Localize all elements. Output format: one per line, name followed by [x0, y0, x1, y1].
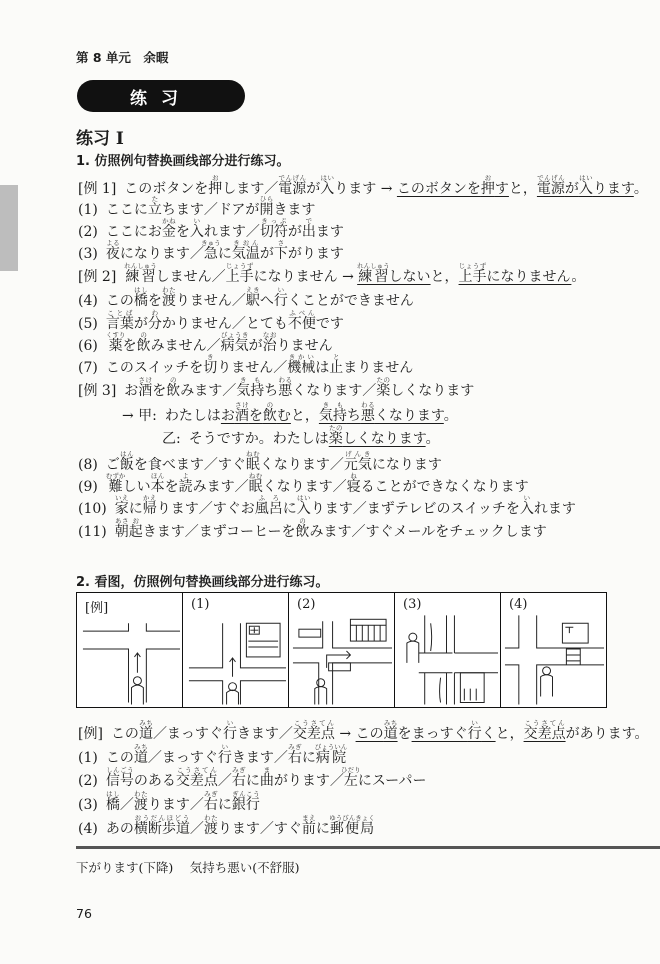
kanji-with-furigana: 立た: [147, 195, 162, 218]
kanji-with-furigana: 右みぎ: [203, 790, 218, 813]
exercise-banner: 练习: [77, 80, 245, 112]
item-label: (1): [78, 750, 98, 766]
exercise-line: [78, 331, 333, 353]
item-label: 乙:: [162, 431, 181, 447]
sentence-text: この道みち／まっすぐ行いきます／交差点こうさてん → この道みちをまっすぐ行いくと，交差点こうさてんがあります。: [110, 719, 649, 742]
sentence-text: 橋はし／渡わたります／右みぎに銀行ぎんこう: [105, 790, 260, 813]
answer-underline: [523, 719, 566, 742]
exercise-line: [78, 450, 442, 472]
kanji-with-furigana: 前まえ: [301, 814, 316, 837]
hospital-illustration: [183, 593, 288, 707]
kanji-with-furigana: 入い: [519, 494, 534, 517]
item-label: → 甲:: [122, 408, 157, 424]
kanji-with-furigana: 飲の: [136, 331, 151, 354]
sentence-text: 薬くすりを飲のみません／病気びょうきが治なおりません: [105, 331, 333, 354]
answer-underline: 楽たのしくなります: [328, 424, 426, 447]
exercise-line: [78, 517, 547, 539]
kanji-with-furigana: 交差点こうさてん: [523, 719, 566, 742]
kanji-with-furigana: 上手じょうず: [225, 262, 254, 285]
vocabulary-footnote: 下がります(下降) 気持ち悪い(不舒服): [76, 860, 300, 875]
item-label: (2): [78, 773, 98, 789]
panel-3: [395, 593, 501, 707]
kanji-with-furigana: 切き: [203, 353, 218, 376]
picture-panels: [76, 592, 607, 708]
kanji-with-furigana: 風呂ふろ: [254, 494, 283, 517]
kanji-with-furigana: 行い: [273, 286, 288, 309]
kanji-with-furigana: 行い: [467, 719, 482, 742]
exercise-line: [78, 262, 585, 284]
item-label: (5): [78, 316, 98, 332]
panel-label: (4): [509, 597, 528, 612]
kanji-with-furigana: 入はい: [296, 494, 311, 517]
crossroad-illustration: [77, 593, 182, 707]
sentence-text: 朝あさ起おきます／まずコーヒーを飲のみます／すぐメールをチェックします: [114, 517, 547, 540]
kanji-with-furigana: 薬くすり: [105, 331, 126, 354]
kanji-with-furigana: 気温きおん: [231, 239, 260, 262]
panel-label: (3): [403, 597, 422, 612]
exercise-line: [78, 790, 260, 812]
kanji-with-furigana: 悪わる: [360, 401, 375, 424]
sentence-text: 言葉ことばが分わかりません／とても不便ふべんです: [105, 309, 344, 332]
kanji-with-furigana: 分わ: [147, 309, 162, 332]
exercise-line: [78, 239, 344, 261]
kanji-with-furigana: 飲の: [295, 517, 310, 540]
sentence-text: 信号しんごうのある交差点こうさてん／右みぎに曲まがります／左ひだりにスーパー: [105, 766, 427, 789]
answer-underline: 練習れんしゅうしない: [357, 262, 431, 285]
item-label: (1): [78, 202, 98, 218]
exercise-line: [78, 353, 413, 375]
exercise-line: [78, 743, 347, 765]
kanji-with-furigana: 駅えき: [245, 286, 260, 309]
exercise-line: [78, 195, 315, 217]
item-label: (6): [78, 338, 98, 354]
kanji-with-furigana: 読よ: [178, 472, 193, 495]
sentence-text: この橋はしを渡わたりません／駅えきへ行いくことができません: [105, 286, 414, 309]
panel-label: (1): [191, 597, 210, 612]
kanji-with-furigana: 気持きも: [236, 376, 265, 399]
kanji-with-furigana: 機械きかい: [287, 353, 316, 376]
kanji-with-furigana: 押お: [480, 174, 495, 197]
kanji-with-furigana: 開ひら: [259, 195, 274, 218]
footnote-divider: [76, 846, 660, 849]
item-label: (8): [78, 457, 98, 473]
sentence-text: お酒さけを飲のみます／気持きもち悪わるくなります／楽たのしくなります: [124, 376, 475, 399]
answer-underline: まっすぐ行いく: [411, 719, 496, 742]
item-label: (11): [78, 524, 107, 540]
kanji-with-furigana: 楽たの: [376, 376, 391, 399]
answer-underline: 上手じょうずになりません: [458, 262, 572, 285]
answer-underline: 気持きもち悪わるくなります: [318, 401, 444, 424]
kanji-with-furigana: 右みぎ: [231, 766, 246, 789]
item-label: [例 2]: [78, 269, 117, 285]
kanji-with-furigana: 交差点こうさてん: [175, 766, 218, 789]
item-label: (10): [78, 501, 107, 517]
kanji-with-furigana: 楽たの: [328, 424, 343, 447]
exercise1-instruction: 1. 仿照例句替换画线部分进行练习。: [76, 154, 290, 169]
kanji-with-furigana: 信号しんごう: [105, 766, 134, 789]
kanji-with-furigana: 飯はん: [119, 450, 134, 473]
kanji-with-furigana: 本ほん: [150, 472, 165, 495]
sentence-text: あの横断歩道おうだんほどう／渡わたります／すぐ前まえに郵便局ゆうびんきょく: [105, 814, 375, 837]
item-label: (2): [78, 224, 98, 240]
kanji-with-furigana: 病気びょうき: [220, 331, 249, 354]
exercise-line: [122, 401, 458, 423]
panel-4: [501, 593, 606, 707]
kanji-with-furigana: 電源でんげん: [536, 174, 565, 197]
panel-label: [例]: [85, 601, 109, 616]
kanji-with-furigana: 治なお: [262, 331, 277, 354]
sentence-text: ご飯はんを食べます／すぐ眠ねむくなります／元気げんきになります: [105, 450, 442, 473]
supermarket-illustration: [289, 593, 394, 707]
kanji-with-furigana: 眠ねむ: [245, 450, 260, 473]
kanji-with-furigana: 起お: [128, 517, 143, 540]
exercise-line: [78, 309, 344, 331]
kanji-with-furigana: 難むずか: [105, 472, 126, 495]
kanji-with-furigana: 行い: [222, 719, 237, 742]
answer-underline: この道みち: [355, 719, 398, 742]
exercise-line: [78, 286, 414, 308]
exercise-line: [162, 424, 440, 446]
kanji-with-furigana: 夜よる: [105, 239, 120, 262]
kanji-with-furigana: 押お: [208, 174, 223, 197]
kanji-with-furigana: 道みち: [383, 719, 398, 742]
exercise-line: [78, 766, 426, 788]
exercise-line: [78, 814, 375, 836]
kanji-with-furigana: 上手じょうず: [458, 262, 487, 285]
kanji-with-furigana: 元気げんき: [343, 450, 372, 473]
unit-header: 第 8 单元 余暇: [76, 50, 169, 65]
exercise2-instruction: 2. 看图，仿照例句替换画线部分进行练习。: [76, 575, 329, 590]
sentence-text: 家いえに帰かえります／すぐお風呂ふろに入はいります／まずテレビのスイッチを入いれます: [114, 494, 576, 517]
kanji-with-furigana: 郵便局ゆうびんきょく: [329, 814, 375, 837]
sentence-text: このスイッチを切きりません／機械きかいは止とまりません: [105, 353, 414, 376]
kanji-with-furigana: 入い: [189, 217, 204, 240]
item-label: (4): [78, 821, 98, 837]
post-office-illustration: [501, 593, 606, 707]
kanji-with-furigana: 飲の: [166, 376, 181, 399]
panel-label: (2): [297, 597, 316, 612]
sentence-text: ここにお金かねを入いれます／切符きっぷが出でます: [105, 217, 344, 240]
kanji-with-furigana: 眠ねむ: [248, 472, 263, 495]
kanji-with-furigana: 朝あさ: [114, 517, 129, 540]
kanji-with-furigana: 交差点こうさてん: [292, 719, 335, 742]
kanji-with-furigana: 気持きも: [318, 401, 347, 424]
item-label: (4): [78, 293, 98, 309]
sentence-text: 練習れんしゅうしません／上手じょうずになりません → 練習れんしゅうしないと，上手じょうずになりません。: [124, 262, 586, 285]
bridge-bank-illustration: [395, 593, 500, 707]
kanji-with-furigana: 電源でんげん: [278, 174, 307, 197]
kanji-with-furigana: 道みち: [133, 743, 148, 766]
item-label: (3): [78, 246, 98, 262]
sentence-text: そうですか。わたしは楽たのしくなります。: [188, 424, 440, 447]
answer-underline: このボタンを押おす: [396, 174, 509, 197]
kanji-with-furigana: 入はい: [578, 174, 593, 197]
kanji-with-furigana: 切符きっぷ: [259, 217, 288, 240]
item-label: [例 3]: [78, 383, 117, 399]
kanji-with-furigana: 急きゅう: [201, 239, 221, 262]
sentence-text: 難むずかしい本ほんを読よみます／眠ねむくなります／寝ねることができなくなります: [105, 472, 529, 495]
sentence-text: わたしはお酒さけを飲のむと，気持きもち悪わるくなります。: [164, 401, 458, 424]
exercise-line: [78, 472, 529, 494]
kanji-with-furigana: 入はい: [320, 174, 335, 197]
exercise-line: [78, 376, 474, 398]
kanji-with-furigana: 家いえ: [114, 494, 129, 517]
kanji-with-furigana: 酒さけ: [138, 376, 153, 399]
item-label: [例 1]: [78, 181, 117, 197]
kanji-with-furigana: 金かね: [161, 217, 176, 240]
kanji-with-furigana: 道みち: [138, 719, 153, 742]
item-label: (7): [78, 360, 98, 376]
kanji-with-furigana: 渡わた: [133, 790, 148, 813]
exercise-line: [78, 719, 648, 741]
exercise-line: [78, 174, 648, 196]
kanji-with-furigana: 行い: [217, 743, 232, 766]
kanji-with-furigana: 左ひだり: [341, 766, 361, 789]
kanji-with-furigana: 渡わた: [161, 286, 176, 309]
kanji-with-furigana: 寝ね: [346, 472, 361, 495]
kanji-with-furigana: 止と: [329, 353, 344, 376]
kanji-with-furigana: 不便ふべん: [287, 309, 316, 332]
kanji-with-furigana: 銀行ぎんこう: [231, 790, 260, 813]
kanji-with-furigana: 酒さけ: [234, 401, 249, 424]
section-title: 练习 I: [76, 129, 124, 149]
sentence-text: このボタンを押おします／電源でんげんが入はいります → このボタンを押おすと，電源でんげんが入はいります。: [124, 174, 648, 197]
item-label: (3): [78, 797, 98, 813]
kanji-with-furigana: 橋はし: [105, 790, 120, 813]
exercise-line: [78, 217, 344, 239]
kanji-with-furigana: 悪わる: [278, 376, 293, 399]
kanji-with-furigana: 練習れんしゅう: [124, 262, 157, 285]
kanji-with-furigana: 言葉ことば: [105, 309, 134, 332]
kanji-with-furigana: 横断歩道おうだんほどう: [133, 814, 190, 837]
exercise-line: [78, 494, 576, 516]
panel-1: [183, 593, 289, 707]
kanji-with-furigana: 帰かえ: [142, 494, 157, 517]
kanji-with-furigana: 曲ま: [259, 766, 274, 789]
sentence-text: 夜よるになります／急きゅうに気温きおんが下さがります: [105, 239, 344, 262]
page-number: 76: [76, 906, 92, 921]
kanji-with-furigana: 渡わた: [203, 814, 218, 837]
answer-underline: 電源でんげんが入はいります: [536, 174, 634, 197]
kanji-with-furigana: 出で: [301, 217, 316, 240]
panel-example: [77, 593, 183, 707]
kanji-with-furigana: 病院びょういん: [314, 743, 348, 766]
kanji-with-furigana: 飲の: [262, 401, 277, 424]
chapter-tab-marker: [0, 185, 18, 271]
panel-2: [289, 593, 395, 707]
kanji-with-furigana: 右みぎ: [287, 743, 302, 766]
item-label: (9): [78, 479, 98, 495]
kanji-with-furigana: 橋はし: [133, 286, 148, 309]
answer-underline: お酒さけを飲のむ: [220, 401, 291, 424]
sentence-text: この道みち／まっすぐ行いきます／右みぎに病院びょういん: [105, 743, 348, 766]
item-label: [例]: [78, 726, 103, 742]
sentence-text: ここに立たちます／ドアが開ひらきます: [105, 195, 316, 218]
kanji-with-furigana: 下さ: [273, 239, 288, 262]
kanji-with-furigana: 練習れんしゅう: [357, 262, 390, 285]
